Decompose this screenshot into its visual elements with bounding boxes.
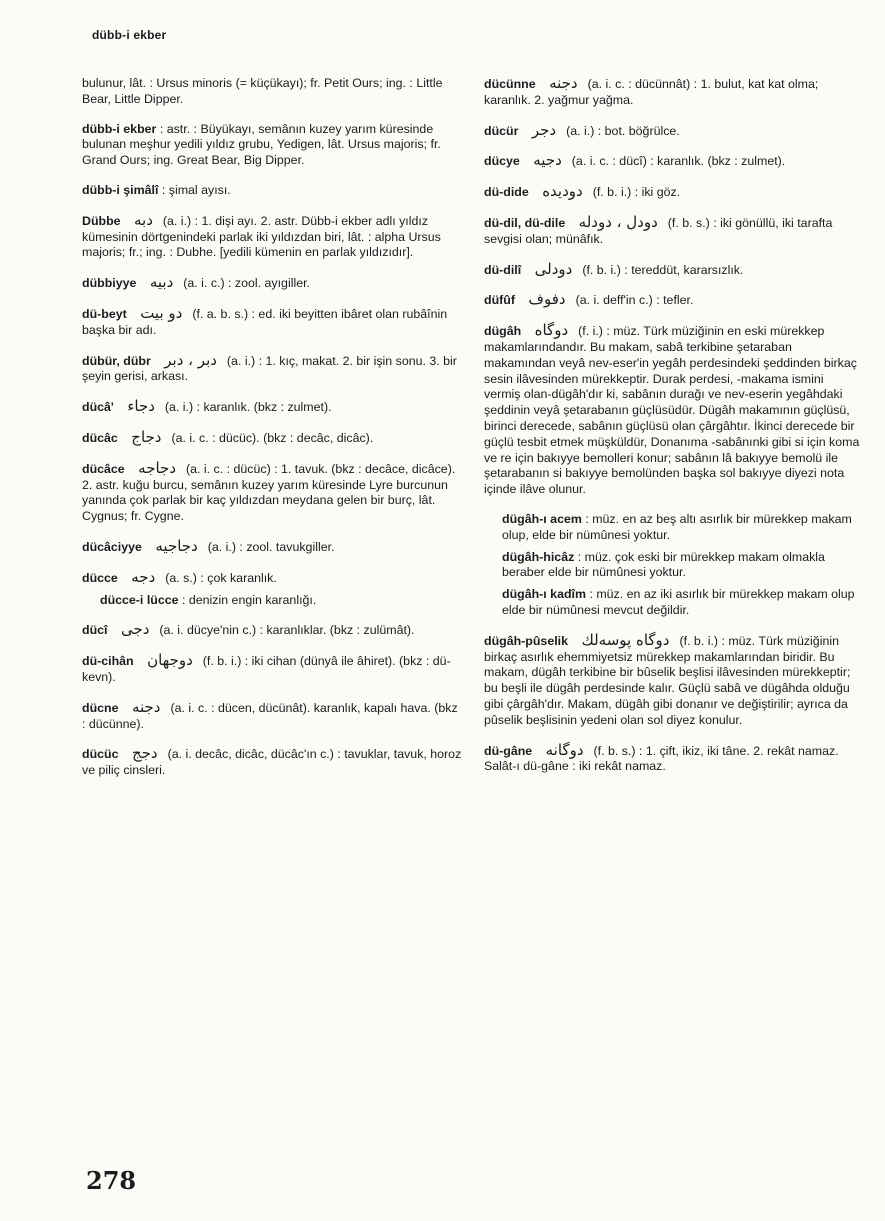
dictionary-entry: [82, 622, 462, 639]
dictionary-entry: [82, 567, 462, 587]
dictionary-entry: [484, 292, 862, 309]
entry-definition: (f. b. i.) : iki cihan (dünyâ ile âhiret). (bkz : dü-kevn).: [82, 654, 451, 684]
entry-headword: dücce: [82, 570, 118, 585]
dictionary-entry: [484, 76, 862, 109]
entry-definition: (a. i.) : bot. böğrülce.: [566, 123, 680, 138]
entry-definition: (a. i. c.) : zool. ayıgiller.: [183, 276, 310, 291]
entry-headword: düfûf: [484, 293, 515, 308]
entry-definition: (a. i. c. : dücüc). (bkz : decâc, dicâc).: [171, 430, 374, 445]
dictionary-entry: [82, 399, 462, 416]
dictionary-entry: [484, 630, 862, 729]
entry-arabic-script: دجاجيه: [155, 536, 198, 555]
entry-headword: dübb-i şimâlî: [82, 182, 159, 197]
entry-definition: (a. i.) : karanlık. (bkz : zulmet).: [164, 400, 332, 415]
dictionary-entry: [82, 76, 462, 108]
entry-definition: (a. i.) : zool. tavukgiller.: [207, 539, 335, 554]
entry-headword: dübür, dübr: [82, 353, 151, 368]
entry-arabic-script: دجنه: [549, 74, 578, 92]
entry-definition: (a. s.) : çok karanlık.: [165, 570, 277, 585]
entry-headword: dücce-i lücce: [100, 592, 179, 607]
entry-headword: dügâh-ı acem: [502, 511, 582, 526]
entry-arabic-script: دجج: [131, 744, 158, 763]
entry-arabic-script: دجاجه: [138, 458, 176, 477]
dictionary-entry: [82, 427, 462, 447]
entry-definition: (a. i. c. : dücüc) : 1. tavuk. (bkz : decâce, dicâce). 2. astr. kuğu burcu, semânın kuzey yarım küresinde Lyre burcunun yanında çok parlak bir kaç yıldızdan meydana gelen bir burç, lât. Cygnus; fr. Cygne.: [82, 461, 456, 524]
entry-headword: dücne: [82, 700, 119, 715]
entry-arabic-script: دجاء: [127, 397, 155, 416]
dictionary-entry: [82, 210, 462, 261]
entry-headword: dü-dilî: [484, 262, 522, 277]
entry-headword: dücâce: [82, 461, 125, 476]
entry-headword: dü-cihân: [82, 654, 134, 669]
entry-headword: dücâc: [82, 430, 118, 445]
entry-headword: dügâh-ı kadîm: [502, 587, 586, 602]
entry-arabic-script: دودل ، دودله: [578, 212, 658, 231]
dictionary-entry: [82, 593, 462, 609]
entry-definition: (a. i. c. : dücî) : karanlık. (bkz : zulmet).: [571, 154, 786, 169]
dictionary-entry: [484, 120, 862, 140]
dictionary-entry: [484, 512, 862, 544]
entry-headword: dücüc: [82, 747, 119, 762]
entry-arabic-script: دجنه: [131, 697, 161, 716]
entry-headword: dücye: [484, 154, 520, 169]
entry-headword: Dübbe: [82, 213, 121, 228]
entry-arabic-script: دجيه: [533, 151, 562, 170]
entry-definition: (f. b. s.) : iki gönüllü, iki tarafta sevgisi olan; münâfık.: [484, 215, 833, 246]
entry-arabic-script: دبيه: [149, 273, 174, 292]
entry-headword: dücünne: [484, 77, 536, 91]
entry-headword: dübb-i ekber: [82, 121, 157, 136]
entry-arabic-script: دوگاه: [534, 321, 569, 340]
entry-arabic-script: دوديده: [542, 182, 583, 201]
dictionary-entry: [82, 536, 462, 556]
entry-definition: (a. i. c. : dücen, dücünât). karanlık, kapalı hava. (bkz : dücünne).: [82, 700, 458, 731]
dictionary-entry: [484, 550, 862, 582]
dictionary-entry: [484, 184, 862, 201]
entry-definition: (a. i. dücye'nin c.) : karanlıklar. (bkz : zulümât).: [159, 623, 415, 638]
entry-headword: dü-beyt: [82, 306, 127, 321]
entry-definition: (f. a. b. s.) : ed. iki beyitten ibâret olan rubâînin başka bir adı.: [82, 306, 448, 337]
entry-headword: dücâ': [82, 400, 114, 415]
entry-arabic-script: دفوف: [528, 290, 566, 309]
entry-headword: dü-dil, dü-dile: [484, 215, 566, 230]
entry-headword: dübbiyye: [82, 276, 137, 291]
entry-headword: dücâciyye: [82, 539, 142, 554]
page-number: 278: [86, 1166, 137, 1195]
entry-headword: dügâh-hicâz: [502, 549, 575, 564]
right-column: [484, 76, 862, 789]
entry-arabic-script: دبر ، دبر: [164, 350, 217, 369]
entry-arabic-script: دجه: [131, 567, 156, 586]
entry-arabic-script: دبه: [134, 210, 153, 229]
dictionary-entry: [484, 587, 862, 619]
dictionary-entry: [82, 653, 462, 686]
entry-definition: : şimal ayısı.: [161, 182, 231, 197]
dictionary-entry: [484, 212, 862, 248]
running-head: dübb-i ekber: [92, 28, 167, 42]
entry-definition: (a. i.) : 1. kıç, makat. 2. bir işin sonu. 3. bir şeyin gerisi, arkası.: [82, 353, 457, 384]
entry-headword: dücî: [82, 623, 108, 638]
entry-arabic-script: دجى: [120, 620, 150, 639]
entry-headword: dügâh: [484, 324, 522, 339]
dictionary-entry: [484, 323, 862, 498]
entry-arabic-script: دودلى: [534, 259, 573, 278]
dictionary-entry: [82, 275, 462, 292]
dictionary-entry: [82, 183, 462, 199]
left-column: [82, 76, 462, 793]
entry-headword: dü-gâne: [484, 743, 533, 758]
entry-headword: dügâh-pûselik: [484, 633, 568, 648]
dictionary-entry: [82, 746, 462, 779]
entry-definition: (f. b. i.) : iki göz.: [592, 185, 681, 200]
dictionary-entry: [484, 153, 862, 170]
entry-arabic-script: دوگانه: [545, 740, 584, 759]
entry-headword: dücür: [484, 123, 519, 138]
entry-definition: (f. i.) : müz. Türk müziğinin en eski mürekkep makamlarındandır. Bu makam, sabâ terkibine şetaraban makamından veyâ nev-eser'in yegâh perdesindeki şeddinden birkaç sesin ilâvesinden mürekkeptir. Durak perdesi, -makama ismini vermiş olan-dügâh'dır ki, sabânın durağı ve nev-eserin yegâhdaki şeddinin veyâ şetarabanın güçlüsüdür. Dügâh makamının güçlüsü, birinci derecede, sabânın güçlüsü olan çârgâhtır. İkinci derecede bir güçlü tesbit etmek müşküldür, Donanıma -sabânınki gibi si için koma ve re için bakıyye bemolleri konur; sabânın lâ bakıyye bemolü ile şetarabanın si bakıyye bemolünden başka sol bakıyye diyezi nota içinde ilâve olunur.: [484, 324, 860, 497]
entry-arabic-script: دجاج: [131, 427, 162, 446]
entry-definition: (a. i. deff'in c.) : tefler.: [575, 293, 694, 308]
entry-definition: : astr. : Büyükayı, semânın kuzey yarım küresinde bulunan meşhur yedili yıldız grubu, Yedigen, lât. Ursus majoris; fr. Grand Ours; ing. Great Bear, Big Dipper.: [82, 121, 441, 168]
entry-arabic-script: دو بيت: [140, 303, 183, 322]
entry-definition: (a. i. decâc, dicâc, dücâc'ın c.) : tavuklar, tavuk, horoz ve piliç cinsleri.: [82, 747, 462, 778]
entry-arabic-script: دوگاه پوسه‌لك: [581, 630, 670, 649]
entry-headword: dü-dide: [484, 185, 529, 200]
entry-definition: (f. b. i.) : müz. Türk müziğinin birkaç asırlık ehemmiyetsiz mürekkep makamlarından biridir. Bu makam, dügâh terkibine bir bûselik beşlisi ilâvesinden mürekkeptir; bu beşli ile dügâh perdesinde kalır. Güçlü sabâ ve dügâhda olduğu gibi çârgâh'dır. Makam, dügâh gibi donanır ve değiştirilir; ayrıca da pûselik beşlisinin yedeni olan sol diyez konulur.: [484, 633, 851, 727]
entry-definition: (f. b. i.) : tereddüt, kararsızlık.: [582, 262, 744, 277]
entry-arabic-script: دجر: [531, 120, 557, 139]
entry-definition: (f. b. s.) : 1. çift, ikiz, iki tâne. 2. rekât namaz. Salât-ı dü-gâne : iki rekât namaz.: [484, 743, 839, 774]
dictionary-entry: [484, 740, 862, 776]
entry-definition: (a. i. c. : dücünnât) : 1. bulut, kat kat olma; karanlık. 2. yağmur yağma.: [484, 77, 819, 107]
dictionary-entry: [82, 350, 462, 386]
entry-definition: : müz. en az iki asırlık bir mürekkep makam olup elde bir nümûnesi mevcut değildir.: [502, 587, 855, 617]
entry-definition: : denizin engin karanlığı.: [181, 592, 317, 607]
entry-definition: : müz. çok eski bir mürekkep makam olmakla beraber elde bir nümûnesi yoktur.: [502, 549, 825, 580]
entry-arabic-script: دوجهان: [147, 651, 193, 670]
dictionary-entry: [82, 303, 462, 339]
entry-definition: (a. i.) : 1. dişi ayı. 2. astr. Dübb-i ekber adlı yıldız kümesinin dörtgenindeki parlak iki yıldızdan biri, lât. : alpha Ursus majoris; fr.; ing. : Dubhe. [yedili kümenin en parlak yıldızıdır].: [82, 213, 441, 260]
dictionary-entry: [82, 697, 462, 733]
entry-definition: bulunur, lât. : Ursus minoris (= küçükayı); fr. Petit Ours; ing. : Little Bear, Little Dipper.: [82, 76, 443, 106]
entry-definition: : müz. en az beş altı asırlık bir mürekkep makam olup, elde bir nümûnesi yoktur.: [502, 511, 852, 542]
dictionary-entry: [82, 122, 462, 169]
dictionary-entry: [484, 259, 862, 279]
dictionary-entry: [82, 458, 462, 525]
